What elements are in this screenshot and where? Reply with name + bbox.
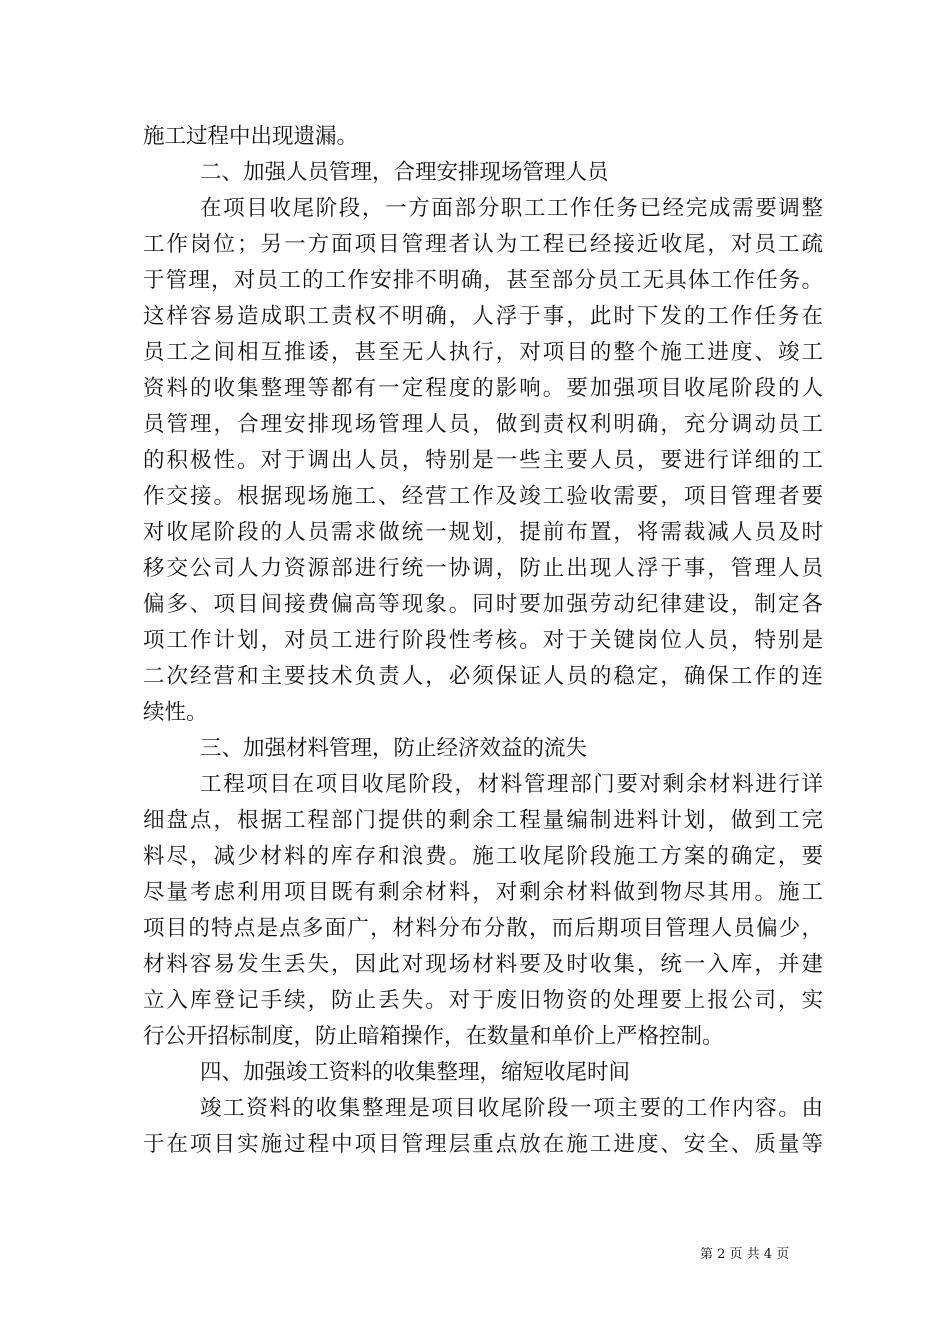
text-line: 施工过程中出现遗漏。 [143,124,359,149]
text-line: 行公开招标制度，防止暗箱操作，在数量和单价上严格控制。 [143,1024,724,1049]
text-line: 续性。 [143,700,208,725]
text-line: 工程项目在项目收尾阶段，材料管理部门要对剩余材料进行详 [200,772,823,797]
section-heading: 二、加强人员管理，合理安排现场管理人员 [200,160,609,185]
text-line: 这样容易造成职工责权不明确，人浮于事，此时下发的工作任务在 [143,304,823,329]
text-line: 细盘点，根据工程部门提供的剩余工程量编制进料计划，做到工完 [143,808,823,833]
text-line: 员管理，合理安排现场管理人员，做到责权利明确，充分调动员工 [143,412,823,437]
text-line: 员工之间相互推诿，甚至无人执行，对项目的整个施工进度、竣工 [143,340,823,365]
text-line: 资料的收集整理等都有一定程度的影响。要加强项目收尾阶段的人 [143,376,823,401]
text-line: 的积极性。对于调出人员，特别是一些主要人员，要进行详细的工 [143,448,823,473]
text-line: 对收尾阶段的人员需求做统一规划，提前布置，将需裁减人员及时 [143,520,823,545]
text-line: 移交公司人力资源部进行统一协调，防止出现人浮于事，管理人员 [143,556,823,581]
section-heading: 四、加强竣工资料的收集整理，缩短收尾时间 [200,1060,631,1085]
page-number: 第 2 页 共 4 页 [700,1247,790,1262]
text-line: 尽量考虑利用项目既有剩余材料，对剩余材料做到物尽其用。施工 [143,880,823,905]
text-line: 于在项目实施过程中项目管理层重点放在施工进度、安全、质量等 [143,1132,823,1157]
text-line: 在项目收尾阶段，一方面部分职工工作任务已经完成需要调整 [200,196,823,221]
text-line: 料尽，减少材料的库存和浪费。施工收尾阶段施工方案的确定，要 [143,844,823,869]
text-line: 二次经营和主要技术负责人，必须保证人员的稳定，确保工作的连 [143,664,823,689]
text-line: 偏多、项目间接费偏高等现象。同时要加强劳动纪律建设，制定各 [143,592,823,617]
text-line: 工作岗位；另一方面项目管理者认为工程已经接近收尾，对员工疏 [143,232,823,257]
text-line: 项工作计划，对员工进行阶段性考核。对于关键岗位人员，特别是 [143,628,823,653]
section-heading: 三、加强材料管理，防止经济效益的流失 [200,736,588,761]
text-line: 项目的特点是点多面广，材料分布分散，而后期项目管理人员偏少， [143,916,823,941]
text-line: 立入库登记手续，防止丢失。对于废旧物资的处理要上报公司，实 [143,988,823,1013]
text-line: 竣工资料的收集整理是项目收尾阶段一项主要的工作内容。由 [200,1096,823,1121]
text-line: 作交接。根据现场施工、经营工作及竣工验收需要，项目管理者要 [143,484,823,509]
text-line: 于管理，对员工的工作安排不明确，甚至部分员工无具体工作任务。 [143,268,823,293]
text-line: 材料容易发生丢失，因此对现场材料要及时收集，统一入库，并建 [143,952,823,977]
